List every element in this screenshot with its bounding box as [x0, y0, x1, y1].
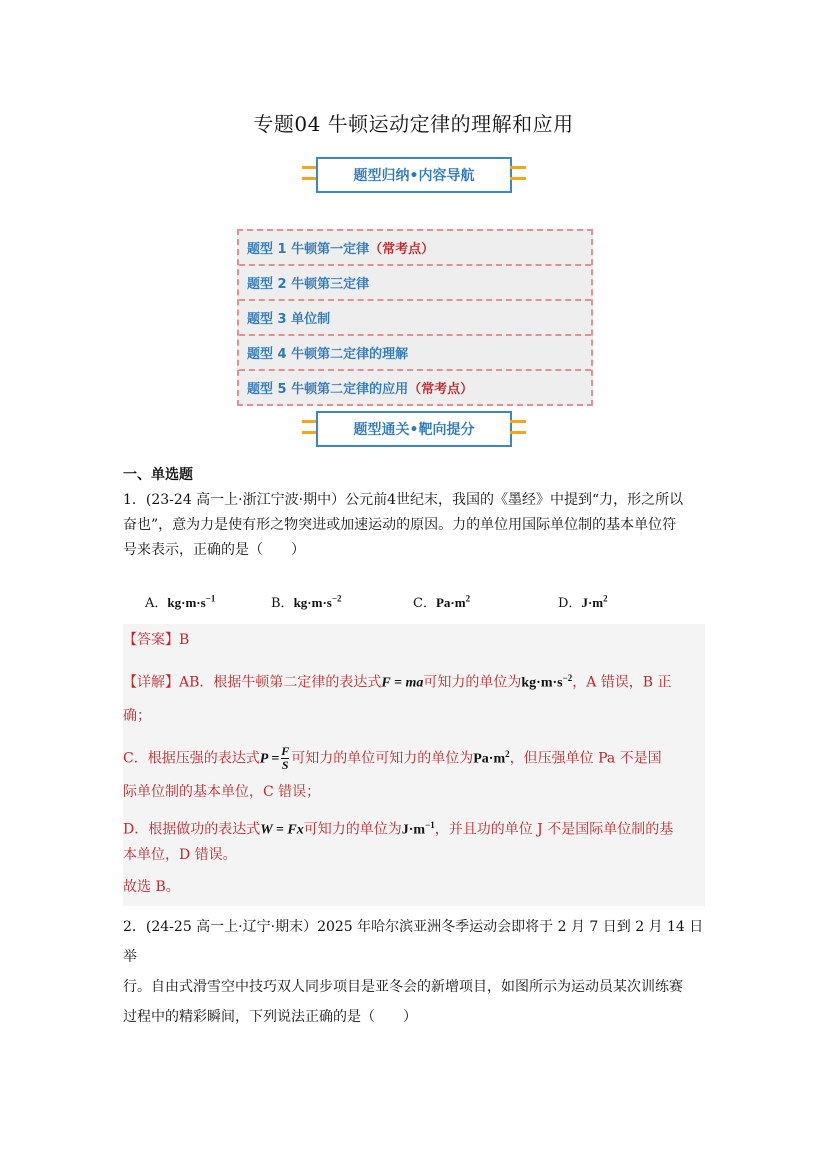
option-d[interactable]: D．$J\cdot m^2$	[558, 593, 608, 611]
banner-practice	[302, 411, 526, 445]
banner-right-ornament-icon	[510, 420, 526, 434]
detail-line-2: 确；	[123, 708, 151, 724]
toc-item-1[interactable]: 题型 1 牛顿第一定律 （常考点）	[239, 231, 591, 266]
option-c[interactable]: C．$Pa\cdot m^2$	[413, 593, 471, 611]
option-b[interactable]: B．$kg\cdot m\cdot s^{-2}$	[271, 593, 342, 611]
detail-line-3: C．根据压强的表达式P = $\frac{F}{S}$ 可知力的单位可知力的单位为$Pa\cdot m^2$，但压强单位 Pa 不是国	[123, 744, 662, 773]
page-title: 专题04 牛顿运动定律的理解和应用	[253, 112, 574, 136]
detail-line-7: 故选 B。	[123, 879, 180, 895]
question-1	[123, 488, 705, 563]
question-2-line: 2．(24-25 高一上·辽宁·期末）2025 年哈尔滨亚洲冬季运动会即将于 2 月 7 日到 2 月 14 日举	[123, 919, 704, 965]
banner-right-ornament-icon	[510, 166, 526, 180]
toc-item-2[interactable]: 题型 2 牛顿第三定律	[239, 266, 591, 301]
answer-label: 【答案】B	[123, 632, 190, 648]
banner-label: 题型归纳•内容导航	[316, 157, 512, 193]
detail-line-1: 【详解】AB．根据牛顿第二定律的表达式F = ma可知力的单位为$kg\cdot m\cdot s^{-2}$，A 错误，B 正	[123, 673, 672, 691]
detail-line-6: 本单位，D 错误。	[123, 847, 237, 863]
question-1-line: 1．(23-24 高一上·浙江宁波·期中）公元前4世纪末，我国的《墨经》中提到“力，形之所以	[123, 492, 684, 508]
question-1-line: 号来表示，正确的是（ ）	[123, 542, 305, 558]
banner-navigation	[302, 157, 526, 191]
detail-line-5: D．根据做功的表达式W = Fx可知力的单位为$J\cdot m^{-1}$，并且功的单位 J 不是国际单位制的基	[123, 820, 674, 838]
table-of-contents	[237, 229, 593, 406]
question-2-line: 过程中的精彩瞬间，下列说法正确的是（ ）	[123, 1009, 417, 1025]
question-2	[123, 912, 705, 1032]
detail-line-4: 际单位制的基本单位，C 错误；	[123, 784, 321, 800]
question-2-line: 行。自由式滑雪空中技巧双人同步项目是亚冬会的新增项目，如图所示为运动员某次训练赛	[123, 979, 683, 995]
fraction: $\frac{F}{S}$	[281, 744, 290, 773]
toc-item-5[interactable]: 题型 5 牛顿第二定律的应用 （常考点）	[247, 382, 474, 397]
banner-label: 题型通关•靶向提分	[316, 411, 512, 447]
option-a[interactable]: A．$kg\cdot m\cdot s^{-1}$	[145, 593, 216, 611]
toc-item-3[interactable]: 题型 3 单位制	[239, 301, 591, 336]
section-heading: 一、单选题	[123, 467, 193, 483]
question-1-line: 奋也”，意为力是使有形之物突进或加速运动的原因。力的单位用国际单位制的基本单位符	[123, 517, 677, 533]
toc-item-4[interactable]: 题型 4 牛顿第二定律的理解	[239, 336, 591, 371]
answer-block	[123, 624, 705, 906]
